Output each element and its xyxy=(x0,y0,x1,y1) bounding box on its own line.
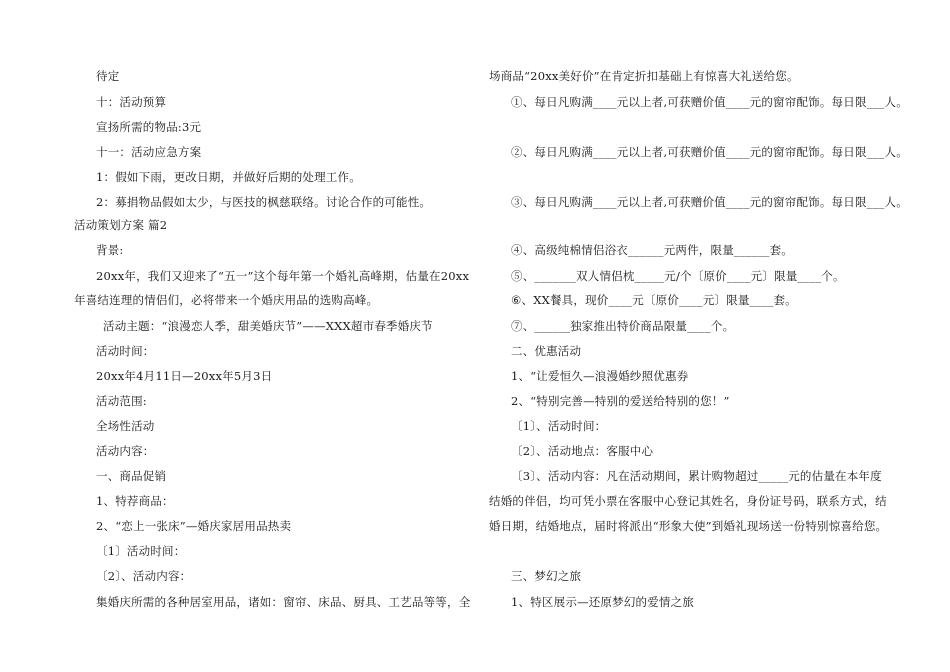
promo-item: ⑥、XX餐具，现价____元〔原价____元〕限量____套。 xyxy=(511,293,797,307)
document-heading: 活动策划方案 篇2 xyxy=(74,218,168,232)
text-line: 宣扬所需的物品:3元 xyxy=(96,120,202,134)
paragraph-line: 婚日期，结婚地点，届时将派出“形象大使”到婚礼现场送一份特别惊喜给您。 xyxy=(489,519,888,533)
paragraph-line: 结婚的伴侣，均可凭小票在客服中心登记其姓名，身份证号码，联系方式，结 xyxy=(489,494,887,508)
promo-item: ⑦、______独家推出特价商品限量____个。 xyxy=(511,319,735,333)
text-line: 〔2〕、活动内容： xyxy=(96,569,192,583)
text-line: 待定 xyxy=(96,69,120,83)
text-line: 活动内容： xyxy=(96,444,155,458)
text-line: 〔2〕、活动地点：客服中心 xyxy=(511,444,654,458)
text-line: 背景: xyxy=(96,243,124,257)
text-line: 1：假如下雨，更改日期，并做好后期的处理工作。 xyxy=(96,170,361,184)
paragraph-line: 场商品“20xx美好价”在肯定折扣基础上有惊喜大礼送给您。 xyxy=(489,69,799,83)
activity-dates: 20xx年4月11日—20xx年5月3日 xyxy=(96,369,273,383)
promo-item: ③、每日凡购满____元以上者,可获赠价值____元的窗帘配饰。每日限___人。 xyxy=(511,195,908,209)
paragraph-line: 集婚庆所需的各种居室用品，诸如：窗帘、床品、厨具、工艺品等等，全 xyxy=(96,595,471,609)
promo-item: ②、每日凡购满____元以上者,可获赠价值____元的窗帘配饰。每日限___人。 xyxy=(511,145,908,159)
section-heading: 三、梦幻之旅 xyxy=(511,569,582,583)
section-heading: 十：活动预算 xyxy=(96,95,167,109)
text-line: 1、“让爱恒久—浪漫婚纱照优惠券 xyxy=(511,369,689,383)
right-column xyxy=(475,0,950,672)
text-line: 全场性活动 xyxy=(96,419,155,433)
text-line: 〔1〕活动时间： xyxy=(96,544,186,558)
text-line: 1、特区展示—还原梦幻的爱情之旅 xyxy=(511,595,695,609)
text-line: 2：募捐物品假如太少，与医技的枫慈联络。讨论合作的可能性。 xyxy=(96,195,432,209)
section-heading: 一、商品促销 xyxy=(96,469,167,483)
activity-theme: 活动主题：“浪漫恋人季，甜美婚庆节”——XXX超市春季婚庆节 xyxy=(103,319,433,333)
promo-item: ①、每日凡购满____元以上者,可获赠价值____元的窗帘配饰。每日限___人。 xyxy=(511,95,908,109)
text-line: 2、“恋上一张床”—婚庆家居用品热卖 xyxy=(96,519,292,533)
text-line: 活动时间： xyxy=(96,344,155,358)
text-line: 〔1〕、活动时间： xyxy=(511,419,607,433)
paragraph-line: 年喜结连理的情侣们，必将带来一个婚庆用品的选购高峰。 xyxy=(74,293,379,307)
text-line: 1、特荐商品： xyxy=(96,494,174,508)
paragraph-line: 〔3〕、活动内容：凡在活动期间，累计购物超过_____元的估量在本年度 xyxy=(511,469,882,483)
paragraph-line: 20xx年，我们又迎来了“五一”这个每年第一个婚礼高峰期，估量在20xx xyxy=(96,269,470,283)
section-heading: 十一：活动应急方案 xyxy=(96,145,202,159)
text-line: 活动范围: xyxy=(96,394,147,408)
promo-item: ④、高级纯棉情侣浴衣______元两件，限量______套。 xyxy=(511,243,793,257)
promo-item: ⑤、_______双人情侣枕_____元/个〔原价____元〕限量____个。 xyxy=(511,269,845,283)
section-heading: 二、优惠活动 xyxy=(511,344,582,358)
text-line: 2、“特别完善—特别的爱送给特别的您！” xyxy=(511,394,730,408)
